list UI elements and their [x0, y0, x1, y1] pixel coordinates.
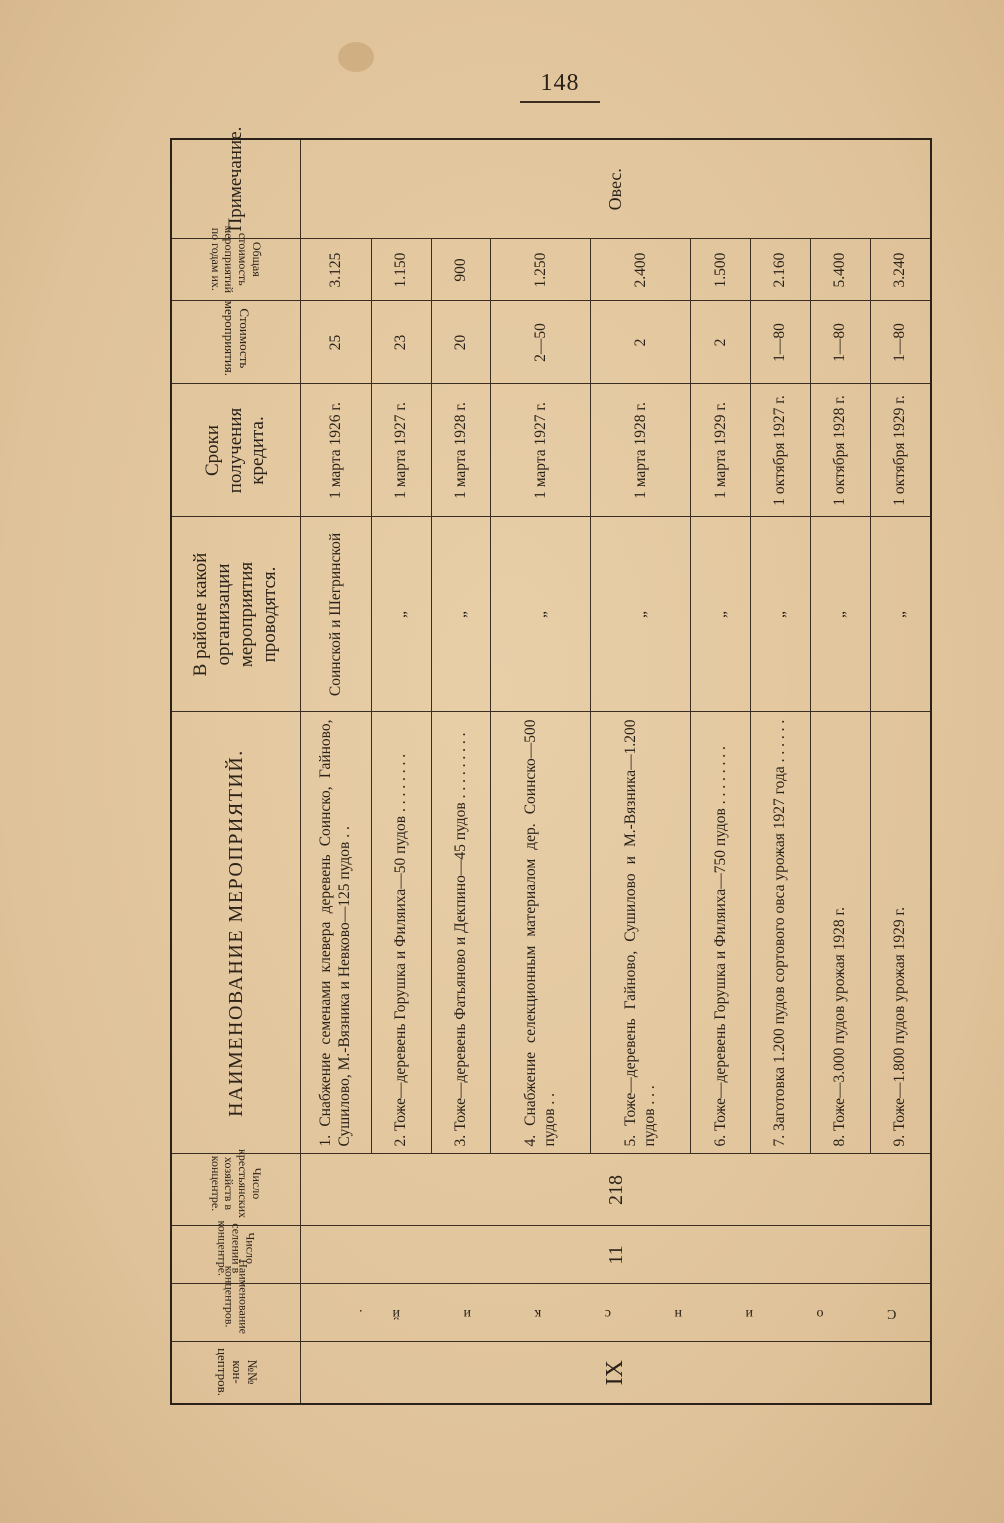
note: Овес. [301, 139, 932, 239]
measure-name: 5. Тоже—деревень Гайново, Сушилово и М.-Вязника—1.200 пудов . . . [591, 712, 691, 1154]
paper-stain [338, 42, 374, 72]
unit-cost: 2—50 [491, 301, 591, 384]
measures-table [170, 126, 932, 1405]
total-cost: 2.160 [751, 239, 811, 301]
header-council-no: №№ кон- цептров. [171, 1342, 301, 1404]
unit-cost: 2 [691, 301, 751, 384]
page-number: 148 [520, 70, 600, 103]
total-cost: 5.400 [810, 239, 870, 301]
unit-cost: 1—80 [810, 301, 870, 384]
header-row [171, 139, 301, 1404]
measure-name: 4. Снабжение селекционным материалом дер. Соинско—500 пудов . . [491, 712, 591, 1154]
unit-cost: 1—80 [751, 301, 811, 384]
header-council-name: Наименование концентров. [171, 1284, 301, 1342]
credit-term: 1 марта 1927 г. [491, 384, 591, 517]
organization: „ [870, 517, 931, 712]
measure-name: 9. Тоже—1.800 пудов урожая 1929 г. [870, 712, 931, 1154]
header-villages-count: Число селений в концентре. [171, 1226, 301, 1284]
measure-name: 1. Снабжение семенами клевера деревень Соинско, Гайново, Сушилово, М.-Вязника и Невково—125 пудов . . [301, 712, 372, 1154]
group-number: IX [301, 1342, 932, 1404]
unit-cost: 2 [591, 301, 691, 384]
organization: „ [751, 517, 811, 712]
header-measure-name: НАИМЕНОВАНИЕ МЕРОПРИЯТИЙ. [171, 712, 301, 1154]
header-total-cost: Общая стоимость мероприятий по годам их. [171, 239, 301, 301]
unit-cost: 25 [301, 301, 372, 384]
organization: „ [491, 517, 591, 712]
credit-term: 1 марта 1928 г. [591, 384, 691, 517]
measure-name: 7. Заготовка 1.200 пудов сортового овса урожая 1927 года . . . . . . [751, 712, 811, 1154]
credit-term: 1 октября 1929 г. [870, 384, 931, 517]
total-cost: 3.240 [870, 239, 931, 301]
credit-term: 1 марта 1928 г. [431, 384, 491, 517]
organization: Соинской и Шегринской [301, 517, 372, 712]
header-households-count: Число крестьянских хозяйств в концентре. [171, 1154, 301, 1226]
header-organization: В районе какой организации мероприятия проводятся. [171, 517, 301, 712]
unit-cost: 1—80 [870, 301, 931, 384]
credit-term: 1 октября 1928 г. [810, 384, 870, 517]
total-cost: 2.400 [591, 239, 691, 301]
measure-name: 3. Тоже—деревень Фатьяново и Декпино—45 пудов . . . . . . . . . [431, 712, 491, 1154]
group-villages: 11 [301, 1226, 932, 1284]
unit-cost: 23 [372, 301, 432, 384]
organization: „ [810, 517, 870, 712]
rotated-table-wrapper [170, 126, 932, 1405]
header-unit-cost: Стоимость мероприятия. [171, 301, 301, 384]
organization: „ [431, 517, 491, 712]
credit-term: 1 марта 1929 г. [691, 384, 751, 517]
measure-name: 8. Тоже—3.000 пудов урожая 1928 г. [810, 712, 870, 1154]
total-cost: 1.500 [691, 239, 751, 301]
table-row [301, 139, 372, 1404]
header-note: Примечание. [171, 139, 301, 239]
credit-term: 1 марта 1926 г. [301, 384, 372, 517]
credit-term: 1 марта 1927 г. [372, 384, 432, 517]
organization: „ [372, 517, 432, 712]
total-cost: 3.125 [301, 239, 372, 301]
total-cost: 1.150 [372, 239, 432, 301]
unit-cost: 20 [431, 301, 491, 384]
header-credit-terms: Сроки получения кредита. [171, 384, 301, 517]
measure-name: 2. Тоже—деревень Горушка и Филяиха—50 пудов . . . . . . . . [372, 712, 432, 1154]
measure-name: 6. Тоже—деревень Горушка и Филяиха—750 пудов . . . . . . . . [691, 712, 751, 1154]
group-households: 218 [301, 1154, 932, 1226]
total-cost: 900 [431, 239, 491, 301]
credit-term: 1 октября 1927 г. [751, 384, 811, 517]
total-cost: 1.250 [491, 239, 591, 301]
organization: „ [691, 517, 751, 712]
organization: „ [591, 517, 691, 712]
group-name: С о и н с к и й. [301, 1284, 932, 1342]
